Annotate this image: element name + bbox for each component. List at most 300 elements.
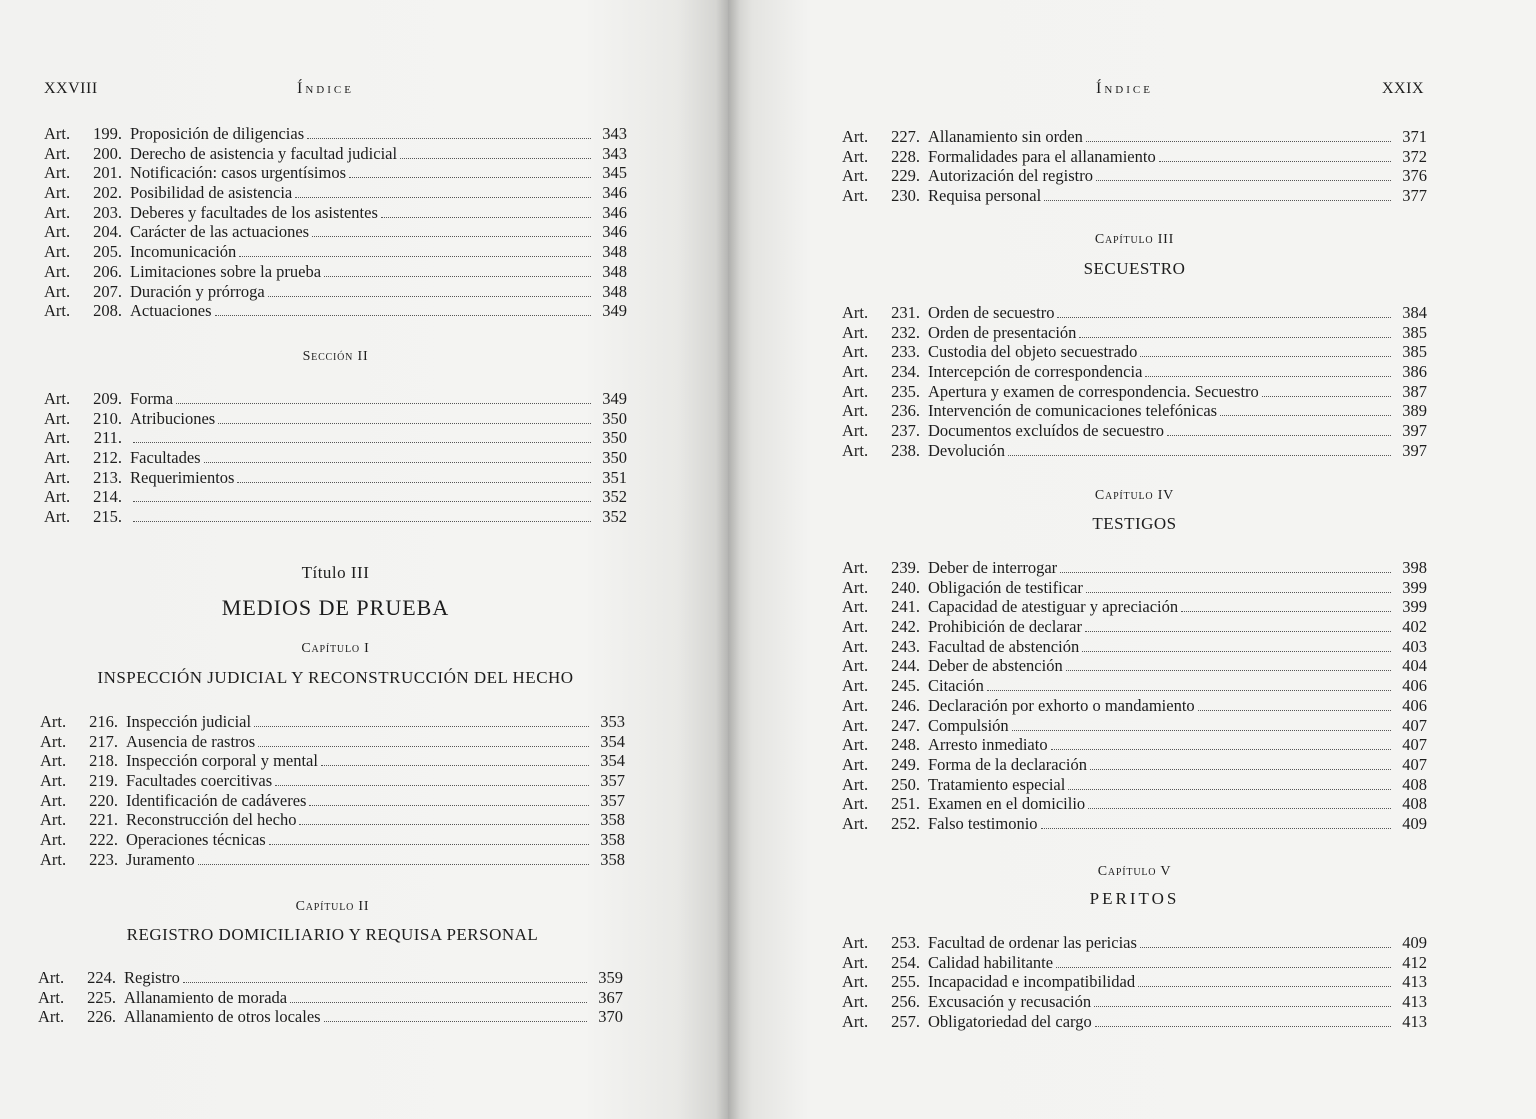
entry-title: Custodia del objeto secuestrado <box>928 342 1138 362</box>
article-abbrev: Art. <box>842 1011 869 1031</box>
page-number: 377 <box>1402 186 1427 206</box>
article-number: 246. <box>891 695 920 715</box>
toc-entry <box>44 262 627 282</box>
dot-leader <box>1057 317 1391 318</box>
dot-leader <box>1095 1026 1391 1027</box>
toc-group <box>842 558 1427 834</box>
article-abbrev: Art. <box>842 577 869 597</box>
page-number: 384 <box>1402 303 1427 322</box>
entry-title: Examen en el domicilio <box>928 794 1086 814</box>
entry-title: Compulsión <box>928 715 1009 735</box>
entry-title: Facultad de ordenar las pericias <box>928 933 1137 952</box>
toc-entry <box>842 147 1427 167</box>
entry-title: Deber de interrogar <box>928 558 1058 577</box>
page-number: 407 <box>1402 715 1427 735</box>
dot-leader <box>1090 769 1391 770</box>
chapter-label: Capítulo IV <box>1094 488 1175 503</box>
article-abbrev: Art. <box>842 715 869 735</box>
dot-leader <box>295 197 591 198</box>
article-number: 199. <box>93 124 122 143</box>
dot-leader <box>1044 200 1391 201</box>
page-number: 358 <box>600 830 625 850</box>
article-abbrev: Art. <box>40 712 67 731</box>
page-number: 385 <box>1402 342 1427 362</box>
toc-entry <box>44 222 627 242</box>
toc-entry <box>40 791 625 811</box>
article-abbrev: Art. <box>842 813 869 833</box>
right-page <box>728 0 1536 1119</box>
toc-entry <box>44 428 627 448</box>
entry-title: Allanamiento de morada <box>124 987 288 1007</box>
dot-leader <box>1140 356 1391 357</box>
article-number: 242. <box>891 617 920 637</box>
article-number: 219. <box>89 771 118 791</box>
page-number: 357 <box>600 771 625 791</box>
dot-leader <box>309 805 589 806</box>
article-abbrev: Art. <box>44 183 71 203</box>
article-abbrev: Art. <box>44 428 71 448</box>
article-number: 224. <box>87 968 116 987</box>
entry-title: Atribuciones <box>130 408 216 428</box>
article-abbrev: Art. <box>842 303 869 322</box>
toc-entry <box>842 421 1427 441</box>
article-abbrev: Art. <box>44 242 71 262</box>
page-number: 343 <box>602 124 627 143</box>
toc-group <box>842 127 1427 206</box>
page-number: 358 <box>600 849 625 869</box>
toc-entry <box>842 972 1427 992</box>
article-number: 227. <box>891 127 920 146</box>
page-number: 350 <box>602 408 627 428</box>
dot-leader <box>1086 141 1391 142</box>
article-number: 232. <box>891 322 920 342</box>
article-number: 241. <box>891 597 920 617</box>
entry-title: Facultad de abstención <box>928 636 1080 656</box>
entry-title: Capacidad de atestiguar y apreciación <box>928 597 1179 617</box>
article-number: 253. <box>891 933 920 952</box>
toc-entry <box>44 448 627 468</box>
article-abbrev: Art. <box>842 558 869 577</box>
page-number: 409 <box>1402 933 1427 952</box>
toc-entry <box>44 389 627 409</box>
page-number: 353 <box>600 712 625 731</box>
article-number: 248. <box>891 735 920 755</box>
article-number: 205. <box>93 242 122 262</box>
dot-leader <box>1198 710 1391 711</box>
toc-entry <box>842 441 1427 461</box>
dot-leader <box>1060 572 1391 573</box>
page-number: 358 <box>600 810 625 830</box>
article-number: 213. <box>93 467 122 487</box>
dot-leader <box>1145 376 1391 377</box>
dot-leader <box>1138 986 1391 987</box>
chapter-label: Capítulo V <box>1097 864 1172 879</box>
page-number: 351 <box>602 467 627 487</box>
article-number: 216. <box>89 712 118 731</box>
article-abbrev: Art. <box>842 362 869 382</box>
article-abbrev: Art. <box>842 127 869 146</box>
article-abbrev: Art. <box>842 342 869 362</box>
chapter-name: SECUESTRO <box>1083 259 1186 278</box>
page-number: 403 <box>1402 636 1427 656</box>
page-number: 397 <box>1402 421 1427 441</box>
toc-entry <box>842 617 1427 637</box>
entry-title: Actuaciones <box>130 301 212 321</box>
entry-title: Facultades coercitivas <box>126 771 273 791</box>
toc-entry <box>842 637 1427 657</box>
toc-entry <box>842 775 1427 795</box>
article-abbrev: Art. <box>40 810 67 830</box>
entry-title: Declaración por exhorto o mandamiento <box>928 695 1195 715</box>
dot-leader <box>1068 789 1391 790</box>
page-number: 354 <box>600 731 625 751</box>
article-number: 234. <box>891 362 920 382</box>
dot-leader <box>349 177 591 178</box>
toc-entry <box>842 303 1427 323</box>
dot-leader <box>1159 161 1391 162</box>
page-number: 389 <box>1402 401 1427 421</box>
entry-title: Arresto inmediato <box>928 735 1048 755</box>
article-number: 255. <box>891 972 920 992</box>
dot-leader <box>268 296 591 297</box>
toc-entry <box>44 183 627 203</box>
page-number: 402 <box>1402 617 1427 637</box>
entry-title: Derecho de asistencia y facultad judicial <box>130 143 398 163</box>
entry-title: Citación <box>928 676 984 696</box>
toc-entry <box>842 342 1427 362</box>
page-number: 349 <box>602 389 627 408</box>
toc-entry <box>842 814 1427 834</box>
dot-leader <box>254 726 589 727</box>
article-number: 235. <box>891 381 920 401</box>
article-number: 229. <box>891 166 920 186</box>
toc-entry <box>842 323 1427 343</box>
article-number: 209. <box>93 389 122 408</box>
article-number: 237. <box>891 421 920 441</box>
article-number: 233. <box>891 342 920 362</box>
toc-entry <box>842 558 1427 578</box>
folio: XXVIII <box>44 80 98 97</box>
article-number: 244. <box>891 656 920 676</box>
page-number: 354 <box>600 751 625 771</box>
chapter-label: Capítulo I <box>301 641 370 656</box>
page-number: 413 <box>1402 992 1427 1012</box>
article-abbrev: Art. <box>842 440 869 460</box>
toc-entry <box>38 988 623 1008</box>
dot-leader <box>400 158 591 159</box>
entry-title: Identificación de cadáveres <box>126 790 307 810</box>
toc-group <box>842 933 1427 1031</box>
toc-group <box>38 968 623 1027</box>
article-abbrev: Art. <box>842 774 869 794</box>
chapter-label: Capítulo II <box>295 899 370 914</box>
page-number: 385 <box>1402 322 1427 342</box>
entry-title: Reconstrucción del hecho <box>126 810 297 830</box>
page-number: 367 <box>598 987 623 1007</box>
entry-title: Documentos excluídos de secuestro <box>928 421 1164 441</box>
page-number: 386 <box>1402 362 1427 382</box>
dot-leader <box>204 462 591 463</box>
page-number: 359 <box>598 968 623 987</box>
article-abbrev: Art. <box>44 261 71 281</box>
article-abbrev: Art. <box>842 695 869 715</box>
article-number: 251. <box>891 794 920 814</box>
toc-entry <box>842 696 1427 716</box>
entry-title: Intervención de comunicaciones telefónicas <box>928 401 1218 421</box>
article-number: 231. <box>891 303 920 322</box>
article-abbrev: Art. <box>842 952 869 972</box>
toc-entry <box>40 771 625 791</box>
dot-leader <box>133 521 591 522</box>
article-abbrev: Art. <box>842 794 869 814</box>
article-abbrev: Art. <box>44 467 71 487</box>
toc-entry <box>842 1012 1427 1032</box>
toc-entry <box>842 953 1427 973</box>
left-page <box>0 0 728 1119</box>
dot-leader <box>1041 828 1391 829</box>
dot-leader <box>176 403 591 404</box>
entry-title: Requerimientos <box>130 467 235 487</box>
page-number: 371 <box>1402 127 1427 146</box>
toc-entry <box>40 830 625 850</box>
toc-entry <box>44 203 627 223</box>
entry-title: Inspección corporal y mental <box>126 751 318 771</box>
article-number: 239. <box>891 558 920 577</box>
article-abbrev: Art. <box>842 656 869 676</box>
toc-entry <box>40 751 625 771</box>
article-abbrev: Art. <box>842 972 869 992</box>
article-number: 201. <box>93 163 122 183</box>
dot-leader <box>1008 455 1391 456</box>
dot-leader <box>198 864 589 865</box>
entry-title: Obligatoriedad del cargo <box>928 1011 1092 1031</box>
article-abbrev: Art. <box>842 676 869 696</box>
article-number: 247. <box>891 715 920 735</box>
dot-leader <box>1094 1006 1391 1007</box>
toc-entry <box>44 468 627 488</box>
entry-title: Duración y prórroga <box>130 281 265 301</box>
entry-title: Devolución <box>928 440 1005 460</box>
dot-leader <box>133 442 591 443</box>
article-number: 257. <box>891 1011 920 1031</box>
article-abbrev: Art. <box>40 830 67 850</box>
entry-title: Obligación de testificar <box>928 577 1083 597</box>
article-abbrev: Art. <box>40 790 67 810</box>
dot-leader <box>324 276 591 277</box>
dot-leader <box>215 315 591 316</box>
article-number: 225. <box>87 987 116 1007</box>
dot-leader <box>1086 592 1391 593</box>
entry-title: Proposición de diligencias <box>130 124 305 143</box>
entry-title: Deber de abstención <box>928 656 1063 676</box>
article-abbrev: Art. <box>44 281 71 301</box>
article-number: 228. <box>891 146 920 166</box>
page-number: 407 <box>1402 754 1427 774</box>
page-number: 408 <box>1402 794 1427 814</box>
dot-leader <box>1051 749 1391 750</box>
toc-entry <box>842 755 1427 775</box>
article-number: 206. <box>93 261 122 281</box>
article-abbrev: Art. <box>44 143 71 163</box>
article-number: 207. <box>93 281 122 301</box>
dot-leader <box>321 765 589 766</box>
dot-leader <box>1082 651 1391 652</box>
page-number: 407 <box>1402 735 1427 755</box>
titulo-label: Título III <box>301 563 370 582</box>
article-number: 226. <box>87 1007 116 1027</box>
dot-leader <box>1088 808 1391 809</box>
book-gutter <box>716 0 740 1119</box>
page-number: 413 <box>1402 1011 1427 1031</box>
article-number: 215. <box>93 507 122 527</box>
page-number: 352 <box>602 487 627 507</box>
article-number: 212. <box>93 448 122 468</box>
page-number: 399 <box>1402 577 1427 597</box>
toc-entry <box>44 507 627 527</box>
page-number: 345 <box>602 163 627 183</box>
page-number: 357 <box>600 790 625 810</box>
entry-title: Orden de secuestro <box>928 303 1055 322</box>
article-number: 243. <box>891 636 920 656</box>
article-abbrev: Art. <box>842 381 869 401</box>
page-number: 397 <box>1402 440 1427 460</box>
page-number: 376 <box>1402 166 1427 186</box>
entry-title: Intercepción de correspondencia <box>928 362 1143 382</box>
page-number: 372 <box>1402 146 1427 166</box>
article-number: 217. <box>89 731 118 751</box>
dot-leader <box>1012 730 1391 731</box>
article-abbrev: Art. <box>842 992 869 1012</box>
article-abbrev: Art. <box>40 771 67 791</box>
dot-leader <box>258 746 589 747</box>
dot-leader <box>307 138 591 139</box>
page-number: 348 <box>602 242 627 262</box>
article-number: 252. <box>891 813 920 833</box>
article-number: 249. <box>891 754 920 774</box>
toc-entry <box>44 163 627 183</box>
dot-leader <box>183 982 587 983</box>
toc-entry <box>842 933 1427 953</box>
article-abbrev: Art. <box>842 146 869 166</box>
toc-entry <box>44 124 627 144</box>
dot-leader <box>299 824 589 825</box>
toc-entry <box>44 301 627 321</box>
dot-leader <box>1220 415 1391 416</box>
toc-entry <box>842 578 1427 598</box>
toc-entry <box>44 242 627 262</box>
toc-entry <box>842 992 1427 1012</box>
dot-leader <box>381 217 591 218</box>
toc-group <box>40 712 625 870</box>
entry-title: Prohibición de declarar <box>928 617 1082 637</box>
article-abbrev: Art. <box>842 166 869 186</box>
entry-title: Calidad habilitante <box>928 952 1054 972</box>
article-abbrev: Art. <box>842 401 869 421</box>
toc-entry <box>40 712 625 732</box>
toc-entry <box>40 810 625 830</box>
entry-title: Posibilidad de asistencia <box>130 183 293 203</box>
entry-title: Forma de la declaración <box>928 754 1087 774</box>
article-number: 203. <box>93 202 122 222</box>
running-title: Índice <box>1096 80 1153 97</box>
entry-title: Inspección judicial <box>126 712 252 731</box>
toc-entry <box>842 656 1427 676</box>
dot-leader <box>1262 396 1391 397</box>
page-number: 409 <box>1402 813 1427 833</box>
article-abbrev: Art. <box>44 163 71 183</box>
article-number: 256. <box>891 992 920 1012</box>
dot-leader <box>1140 947 1391 948</box>
article-number: 221. <box>89 810 118 830</box>
article-abbrev: Art. <box>38 1007 65 1027</box>
entry-title: Tratamiento especial <box>928 774 1066 794</box>
article-abbrev: Art. <box>842 186 869 206</box>
article-abbrev: Art. <box>44 222 71 242</box>
page-number: 346 <box>602 222 627 242</box>
entry-title: Incomunicación <box>130 242 237 262</box>
article-abbrev: Art. <box>44 448 71 468</box>
toc-entry <box>38 968 623 988</box>
toc-entry <box>842 735 1427 755</box>
dot-leader <box>218 423 591 424</box>
article-abbrev: Art. <box>842 933 869 952</box>
folio: XXIX <box>1382 80 1424 97</box>
article-abbrev: Art. <box>40 849 67 869</box>
entry-title: Ausencia de rastros <box>126 731 256 751</box>
page-number: 404 <box>1402 656 1427 676</box>
article-abbrev: Art. <box>44 301 71 321</box>
dot-leader <box>987 690 1391 691</box>
entry-title: Apertura y examen de correspondencia. Secuestro <box>928 381 1259 401</box>
dot-leader <box>1181 611 1391 612</box>
toc-entry <box>842 676 1427 696</box>
page-number: 387 <box>1402 381 1427 401</box>
toc-entry <box>44 409 627 429</box>
dot-leader <box>324 1021 587 1022</box>
page-number: 348 <box>602 261 627 281</box>
article-number: 210. <box>93 408 122 428</box>
article-abbrev: Art. <box>842 322 869 342</box>
toc-entry <box>842 382 1427 402</box>
toc-entry <box>40 732 625 752</box>
toc-entry <box>842 186 1427 206</box>
article-number: 230. <box>891 186 920 206</box>
entry-title: Autorización del registro <box>928 166 1093 186</box>
article-abbrev: Art. <box>44 507 71 527</box>
titulo-name: MEDIOS DE PRUEBA <box>221 595 450 620</box>
toc-group <box>44 389 627 527</box>
article-number: 200. <box>93 143 122 163</box>
entry-title: Juramento <box>126 849 195 869</box>
toc-entry <box>44 144 627 164</box>
article-abbrev: Art. <box>842 754 869 774</box>
page-number: 346 <box>602 202 627 222</box>
article-abbrev: Art. <box>44 487 71 507</box>
page-number: 350 <box>602 428 627 448</box>
article-abbrev: Art. <box>38 987 65 1007</box>
chapter-name: PERITOS <box>1089 889 1180 908</box>
entry-title: Notificación: casos urgentísimos <box>130 163 346 183</box>
dot-leader <box>312 236 591 237</box>
article-number: 214. <box>93 487 122 507</box>
dot-leader <box>237 482 591 483</box>
entry-title: Incapacidad e incompatibilidad <box>928 972 1136 992</box>
page-number: 346 <box>602 183 627 203</box>
page-number: 406 <box>1402 676 1427 696</box>
article-abbrev: Art. <box>38 968 65 987</box>
toc-entry <box>842 597 1427 617</box>
toc-entry <box>842 362 1427 382</box>
